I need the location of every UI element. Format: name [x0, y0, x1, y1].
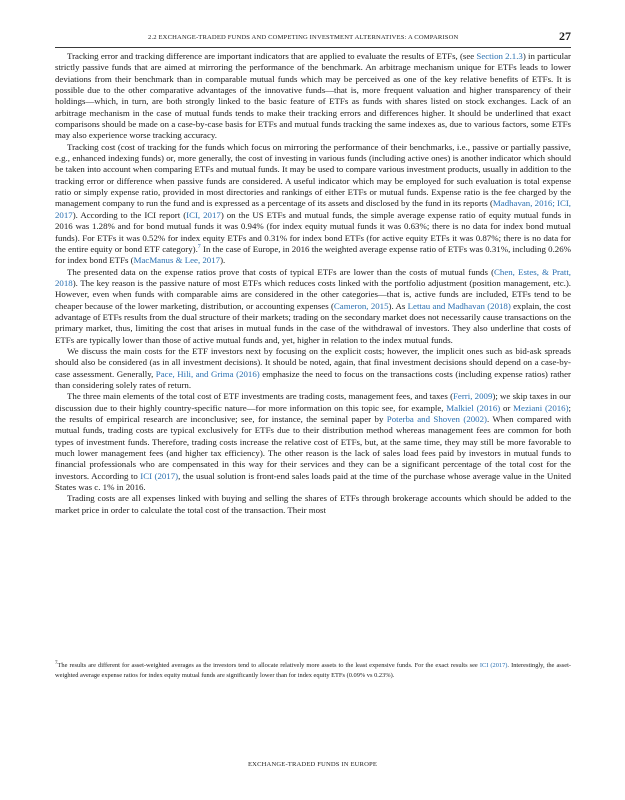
text-run: We discuss the main costs for the ETF investors next by focusing on the explicit costs; however, the implicit ones such as bid-ask spreads should also be considered (as in all investment decisions). It should be noted, again, that final investment decisions should depend on a case-by-case assessment. Generally,: [55, 345, 571, 379]
footnote-marker[interactable]: 7: [55, 660, 58, 666]
text-run: ); we skip taxes in our discussion due to their highly country-specific nature—for more information on this topic see, for example,: [55, 391, 571, 413]
text-run: emphasize the need to focus on the transactions costs (including expense ratios) rather than considering solely rates of return.: [55, 368, 571, 390]
citation-link[interactable]: ICI (2017): [479, 662, 508, 669]
text-run: . Interestingly, the asset-weighted average expense ratios for index equity mutual funds are significantly lower than for index equity ETFs (0.09% vs 0.23%).: [55, 662, 571, 680]
citation-link[interactable]: ICI (2017): [140, 470, 179, 481]
text-run: ) in particular strictly passive funds that are aimed at mirroring the performance of the benchmark. An arbitrage mechanism unique for ETFs leads to lower deviations from their benchmark than in comparable mutual funds which may be perceived as one of the key relative benefits of ETFs. It is possible due to the other comparative advantages of the innovative funds—that is, more frequent valuation and higher transparency of their holdings—which, in turn, are both strongly linked to the basic feature of ETFs as funds with shares listed on stock exchanges. Lack of an arbitrage mechanism in the case of mutual funds tends to make their tracking errors and differences higher. It should be underlined that exact comparisons should be made on a case-by-case basis for ETFs and mutual funds tracking the same indexes as, due to various factors, some ETFs may also experience worse tracking accuracy.: [55, 51, 571, 141]
body-text: [55, 51, 571, 516]
citation-link[interactable]: Cameron, 2015: [333, 300, 389, 311]
citation-link[interactable]: Ferri, 2009: [453, 391, 493, 402]
text-run: ).: [220, 255, 226, 266]
citation-link[interactable]: Section 2.1.3: [476, 51, 523, 61]
text-run: Trading costs are all expenses linked with buying and selling the shares of ETFs through brokerage accounts which should be added to the market price in order to calculate the total cost of the transaction. Their most: [55, 493, 571, 515]
footnote-section: [55, 661, 571, 682]
paragraph: [55, 267, 571, 346]
text-run: ). According to the ICI report (: [72, 209, 187, 220]
text-run: ; the results of empirical research are inconclusive; see, for instance, the seminal paper by: [55, 402, 571, 424]
text-run: ) on the US ETFs and mutual funds, the simple average expense ratio of equity mutual funds in 2016 was 1.28% and for bond mutual funds it was 0.94% (for index equity mutual funds it was 0.63%; there is no data for index bond mutual funds). For ETFs it was 0.52% for index equity ETFs and 0.31% for index bond ETFs (for active equity ETFs it was 0.87%; there is no data for the entire equity or bond ETF category).: [55, 209, 571, 254]
citation-link[interactable]: Chen, Estes, & Pratt, 2018: [55, 266, 571, 288]
text-run: ). As: [388, 300, 408, 311]
text-run: explain, the cost advantage of ETFs results from the dual structure of their markets; trading on the secondary market does not necessarily cause transactions on the primary market, thus, limiting the cost that arises in mutual funds in the case of the withdrawal of investors. They also underline that costs of ETFs are typically lower than those of active mutual funds and, yet, higher in relation to the index mutual funds.: [55, 300, 571, 345]
citation-link[interactable]: Meziani (2016): [513, 402, 569, 413]
paragraph: [55, 493, 571, 516]
text-run: The presented data on the expense ratios prove that costs of typical ETFs are lower than the costs of mutual funds (: [67, 266, 495, 277]
footnote-7: [55, 661, 571, 682]
paragraph: [55, 346, 571, 391]
citation-link[interactable]: Pace, Hili, and Grima (2016): [155, 368, 260, 379]
page-number: 27: [559, 29, 571, 43]
text-run: The results are different for asset-weighted averages as the investors tend to allocate relatively more assets to the least expensive funds. For the exact results see: [57, 662, 480, 669]
paragraph: [55, 391, 571, 493]
citation-link[interactable]: Madhavan, 2016; ICI, 2017: [55, 198, 572, 220]
citation-link[interactable]: Poterba and Shoven (2002): [386, 414, 487, 424]
page-footer: EXCHANGE-TRADED FUNDS IN EUROPE: [247, 761, 377, 768]
citation-link[interactable]: ICI, 2017: [186, 209, 221, 220]
paragraph: [55, 142, 571, 267]
footnote-marker[interactable]: 7: [197, 243, 201, 250]
text-run: In the case of Europe, in 2016 the weighted average expense ratio of ETFs was 0.31%, including 0.26% for index bond ETFs (: [55, 243, 571, 266]
paragraph: [55, 51, 571, 142]
text-run: , the usual solution is front-end sales loads paid at the time of the purchase whose average value in the United States was c. 1% in 2016.: [55, 470, 571, 493]
text-run: . When compared with mutual funds, trading costs are typical exclusively for ETFs due to their distribution method whereas management fees are common for both types of investment funds. Therefore, trading costs increase the relative cost of ETFs, but, at the same time, they may still be more favorable to much lower management fees (and higher tax efficiency). The other reason is the lack of sales load fees paid by investors in mutual funds to financial professionals who are compensated in this way for their services and they can be a significant percentage of the total cost for the investors. According to: [55, 414, 571, 481]
page-header: [55, 29, 571, 47]
text-run: The three main elements of the total cost of ETF investments are trading costs, management fees, and taxes (: [67, 391, 454, 402]
citation-link[interactable]: Malkiel (2016): [446, 402, 501, 413]
citation-link[interactable]: Lettau and Madhavan (2018): [407, 300, 511, 311]
text-run: ). The key reason is the passive nature of most ETFs which reduces costs linked with the portfolio adjustment (position management, etc.). However, even when funds with comparable aims are considered in the other categories—that is, active funds are included, ETFs tend to be cheaper because of the lower marketing, distribution, or accounting expenses (: [55, 277, 571, 311]
text-run: Tracking error and tracking difference are important indicators that are applied to evaluate the results of ETFs, (see: [67, 51, 477, 61]
header-rule: [55, 47, 571, 48]
text-run: Tracking cost (cost of tracking for the funds which focus on mirroring the performance of their benchmarks, i.e., passive or partially passive, e.g., enhanced indexing funds) or, more generally, the cost of investing in various funds (including active ones) is another indicator which should be taken into account when comparing ETFs and mutual funds. It may be used to compare various investment products, usually in addition to the tracking error or difference when passive funds are considered. A useful indicator which may be employed for such evaluation is total expense ratio or simply expense ratio, provided in most directories and rankings of either ETFs or mutual funds. Expense ratio is the fee charged by the management company to run the fund and is expressed as a percentage of its assets and disclosed by the fund in its reports (: [55, 141, 571, 209]
citation-link[interactable]: MacManus & Lee, 2017: [133, 255, 221, 266]
running-head: 2.2 EXCHANGE-TRADED FUNDS AND COMPETING INVESTMENT ALTERNATIVES: A COMPARISON: [148, 34, 459, 41]
text-run: or: [500, 402, 514, 413]
